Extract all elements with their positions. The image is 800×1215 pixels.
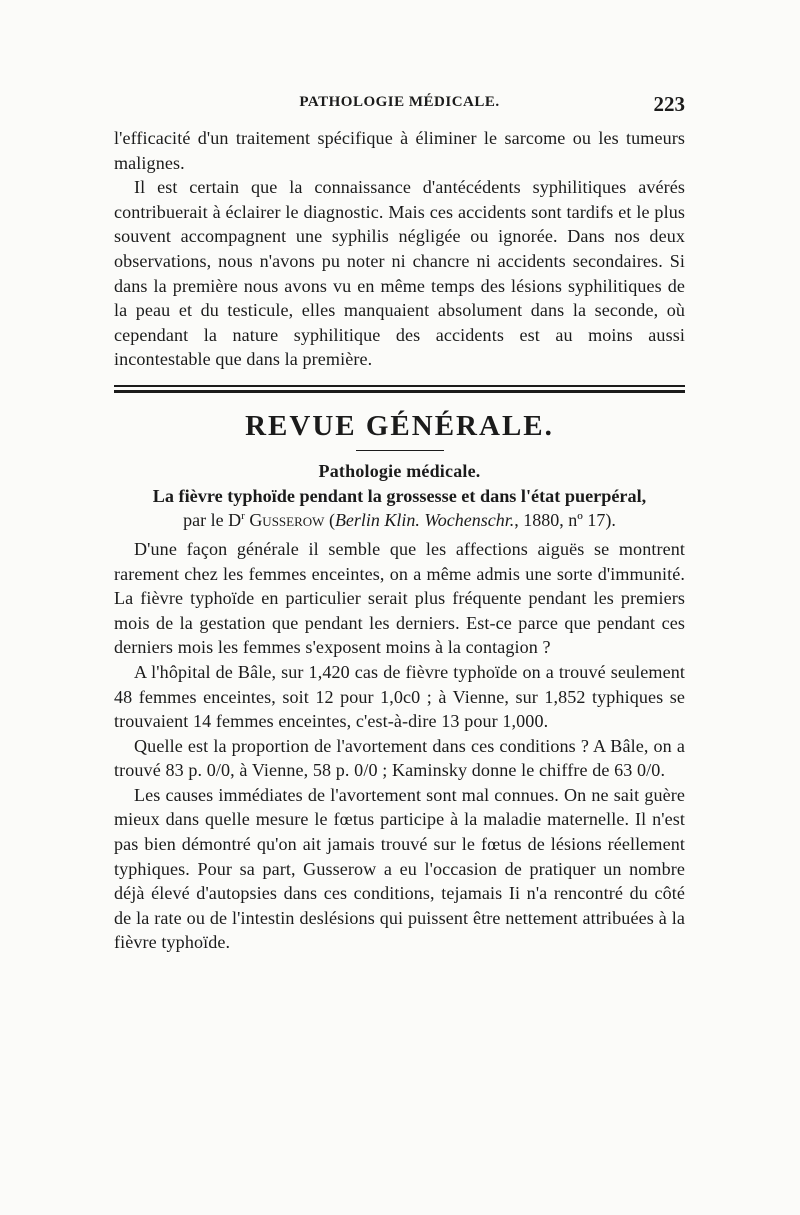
paragraph-article-1: D'une façon générale il semble que les affections aiguës se montrent rarement chez les femmes enceintes, on a même admis une sorte d'immunité. La fièvre typhoïde en particulier serait plus fréquente pendant les premiers mois de la gestation que pendant les derniers. Est-ce parce que pendant ces derniers mois les femmes s'exposent moins à la contagion ? xyxy=(114,538,685,658)
subsection-heading: Pathologie médicale. xyxy=(318,460,481,481)
running-head xyxy=(114,92,685,126)
article-byline xyxy=(114,508,685,533)
byline-prefix: par le D xyxy=(183,510,242,531)
byline-superscript: r xyxy=(241,510,245,523)
byline-author: Gusserow xyxy=(249,510,325,531)
paragraph-intro-2: Il est certain que la connaissance d'antécédents syphilitiques avérés contribuerait à éclairer le diagnostic. Mais ces accidents sont tardifs et le plus souvent accompagnent une syphilis négligée ou ignorée. Dans nos deux observations, nous n'avons pu noter ni chancre ni accidents secondaires. Si dans la première nous avons vu en même temps des lésions syphilitiques de la peau et du testicule, elles manquaient absolument dans la seconde, où cependant la nature syphilitique des accidents est au moins aussi incontestable que dans la première. xyxy=(114,177,685,370)
byline-paren: ( xyxy=(328,510,335,531)
byline-citation: , 1880, nº 17). xyxy=(514,510,616,531)
article-title: La fièvre typhoïde pendant la grossesse et dans l'état puerpéral, xyxy=(152,485,647,506)
divider-rule-thin xyxy=(114,385,685,387)
paragraph-intro-1: l'efficacité d'un traitement spécifique à éliminer le sarcome ou les tumeurs malignes. xyxy=(114,128,685,173)
page-content xyxy=(114,92,685,955)
section-divider xyxy=(114,385,685,393)
page-number: 223 xyxy=(653,92,685,116)
intro-text xyxy=(114,126,685,372)
article-text xyxy=(114,537,685,955)
paragraph-article-3: Quelle est la proportion de l'avortement dans ces conditions ? A Bâle, on a trouvé 83 p. 0/0, à Vienne, 58 p. 0/0 ; Kaminsky donne le chiffre de 63 0/0. xyxy=(114,735,685,781)
section-title: REVUE GÉNÉRALE. xyxy=(245,409,554,442)
divider-rule-thick xyxy=(114,390,685,393)
running-title: PATHOLOGIE MÉDICALE. xyxy=(299,94,500,110)
byline-journal: Berlin Klin. Wochenschr. xyxy=(334,510,515,531)
paragraph-article-4: Les causes immédiates de l'avortement sont mal connues. On ne sait guère mieux dans quelle mesure le fœtus participe à la maladie maternelle. Il n'est pas bien démontré qu'on ait jamais trouvé sur le fœtus de lésions réellement typhiques. Pour sa part, Gusserow a eu l'occasion de pratiquer un nombre déjà élevé d'autopsies dans ces conditions, tejamais Ii n'a rencontré du côté de la rate ou de l'intestin deslésions qui puissent être nettement attribuées à la fièvre typhoïde. xyxy=(114,784,685,953)
title-underline xyxy=(356,450,444,451)
paragraph-article-2: A l'hôpital de Bâle, sur 1,420 cas de fièvre typhoïde on a trouvé seulement 48 femmes enceintes, soit 12 pour 1,0c0 ; à Vienne, sur 1,852 typhiques se trouvaient 14 femmes enceintes, c'est-à-dire 13 pour 1,000. xyxy=(114,661,685,732)
